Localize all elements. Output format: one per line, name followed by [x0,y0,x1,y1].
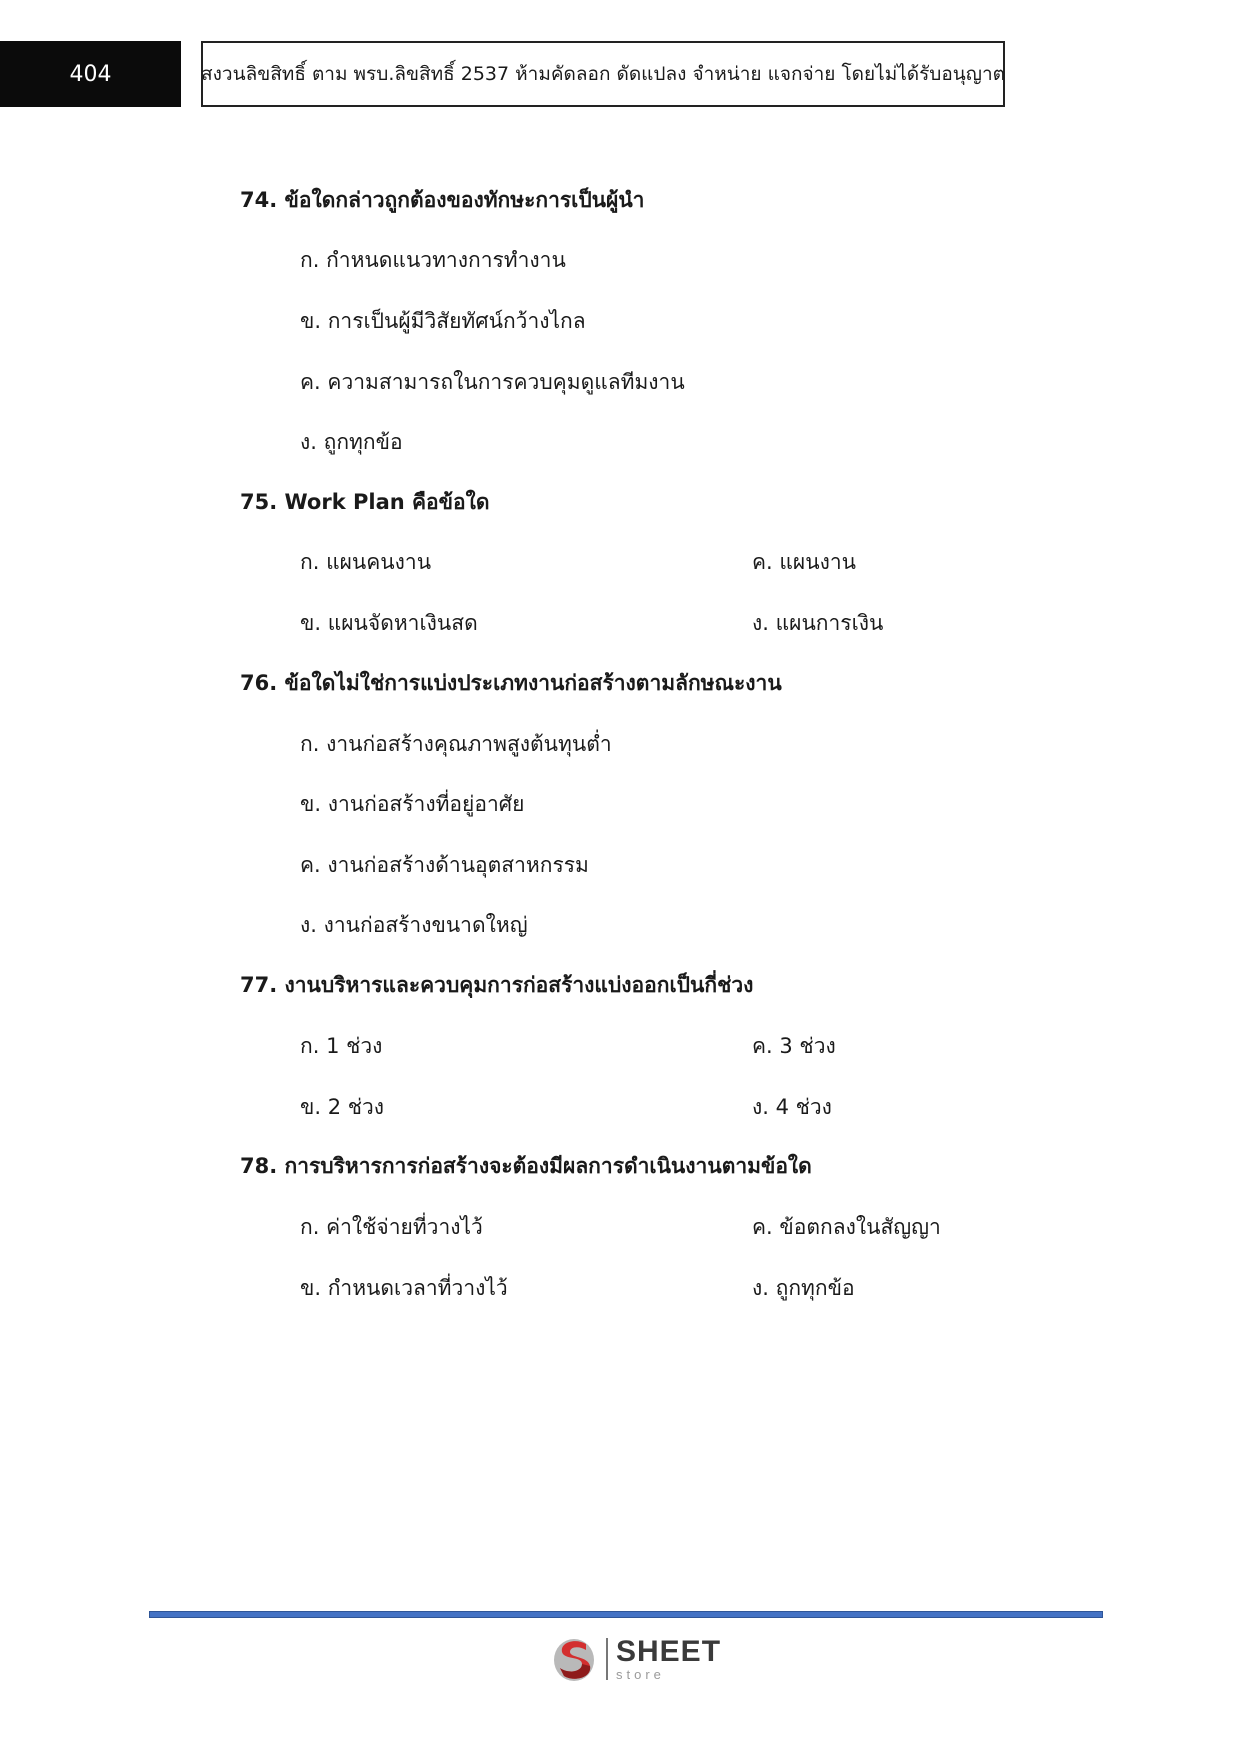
q75-option-c: ค. แผนงาน [752,550,856,574]
q78-option-d: ง. ถูกทุกข้อ [752,1276,855,1300]
q77-option-b: ข. 2 ช่วง [300,1095,385,1119]
q78-option-c: ค. ข้อตกลงในสัญญา [752,1215,941,1239]
sheet-store-logo [552,1632,721,1686]
page-number: 404 [0,41,181,107]
sheet-store-s-logo-icon [552,1634,600,1684]
q74-option-a: ก. กำหนดแนวทางการทำงาน [300,248,566,272]
q76-option-c: ค. งานก่อสร้างด้านอุตสาหกรรม [300,853,589,877]
q75-option-a: ก. แผนคนงาน [300,550,432,574]
logo-subtext: store [616,1667,665,1682]
q77-option-d: ง. 4 ช่วง [752,1095,832,1119]
question-75: 75. Work Plan คือข้อใด [240,490,490,514]
question-78: 78. การบริหารการก่อสร้างจะต้องมีผลการดำเนินงานตามข้อใด [240,1154,812,1178]
q75-option-d: ง. แผนการเงิน [752,611,884,635]
question-74: 74. ข้อใดกล่าวถูกต้องของทักษะการเป็นผู้นำ [240,188,645,212]
q76-option-a: ก. งานก่อสร้างคุณภาพสูงต้นทุนต่ำ [300,732,612,756]
q74-option-b: ข. การเป็นผู้มีวิสัยทัศน์กว้างไกล [300,309,586,333]
q74-option-d: ง. ถูกทุกข้อ [300,430,403,454]
footer-rule [149,1611,1103,1618]
q78-option-b: ข. กำหนดเวลาที่วางไว้ [300,1276,508,1300]
question-76: 76. ข้อใดไม่ใช่การแบ่งประเภทงานก่อสร้างตามลักษณะงาน [240,671,782,695]
q77-option-a: ก. 1 ช่วง [300,1034,383,1058]
q75-option-b: ข. แผนจัดหาเงินสด [300,611,478,635]
q77-option-c: ค. 3 ช่วง [752,1034,836,1058]
question-77: 77. งานบริหารและควบคุมการก่อสร้างแบ่งออกเป็นกี่ช่วง [240,973,754,997]
q76-option-b: ข. งานก่อสร้างที่อยู่อาศัย [300,792,525,816]
logo-word: SHEET [616,1635,722,1668]
q76-option-d: ง. งานก่อสร้างขนาดใหญ่ [300,913,528,937]
q78-option-a: ก. ค่าใช้จ่ายที่วางไว้ [300,1215,483,1239]
logo-divider [606,1638,608,1680]
copyright-notice: สงวนลิขสิทธิ์ ตาม พรบ.ลิขสิทธิ์ 2537 ห้ามคัดลอก ดัดแปลง จำหน่าย แจกจ่าย โดยไม่ได้รับอนุญาต [201,41,1005,107]
q74-option-c: ค. ความสามารถในการควบคุมดูแลทีมงาน [300,370,685,394]
